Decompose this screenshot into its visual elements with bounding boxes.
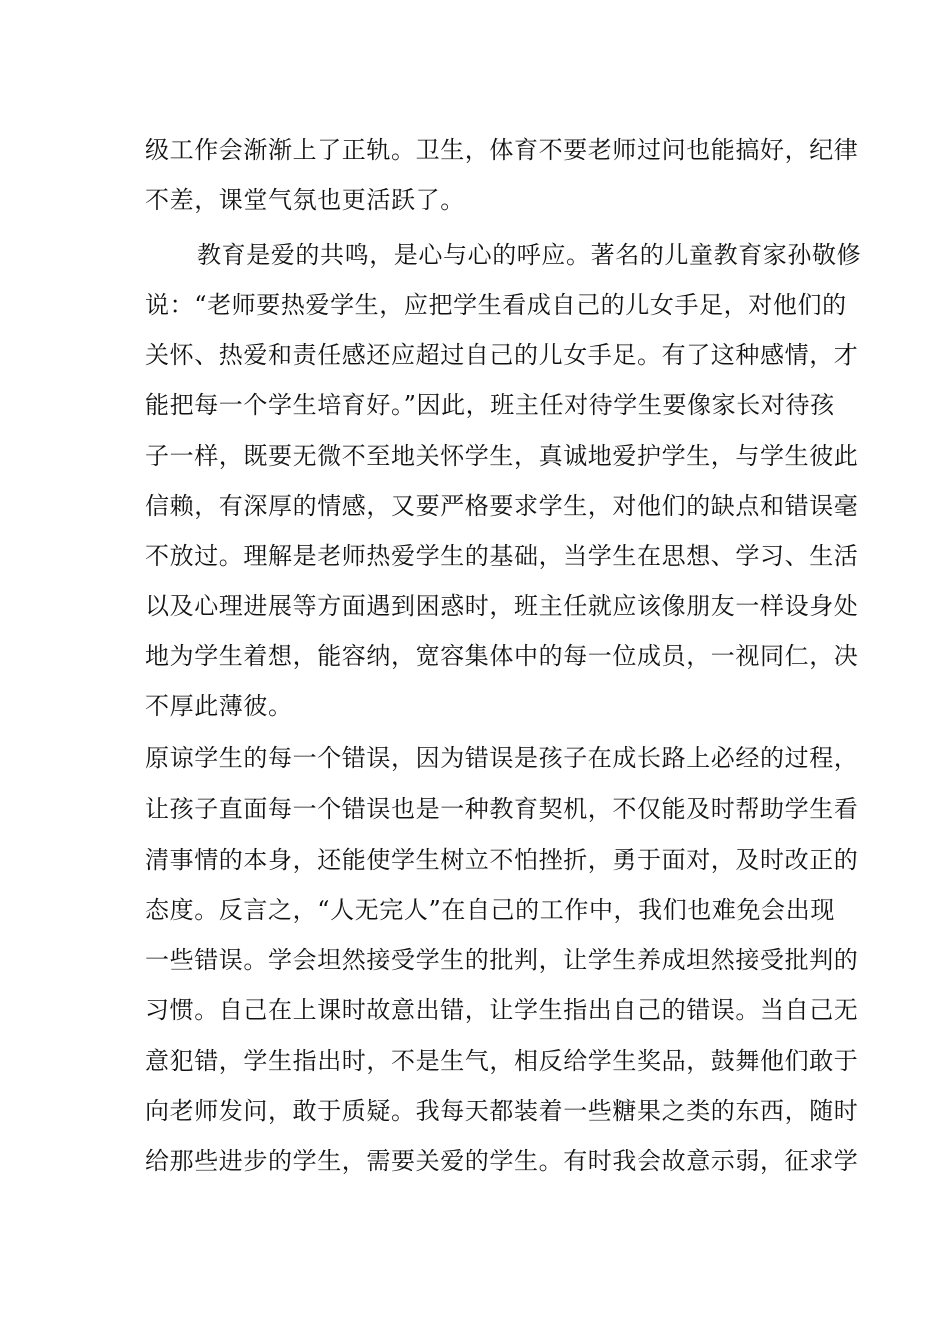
text-line: 向老师发问，敢于质疑。我每天都装着一些糖果之类的东西，随时 (145, 1097, 859, 1125)
text-line: 让孩子直面每一个错误也是一种教育契机，不仅能及时帮助学生看 (145, 795, 859, 823)
text-line: 子一样，既要无微不至地关怀学生，真诚地爱护学生，与学生彼此 (145, 442, 859, 470)
text-line: 态度。反言之，“人无完人”在自己的工作中，我们也难免会出现 (145, 896, 835, 924)
text-line: 给那些进步的学生，需要关爱的学生。有时我会故意示弱，征求学 (145, 1147, 859, 1175)
text-line: 级工作会渐渐上了正轨。卫生，体育不要老师过问也能搞好，纪律 (145, 136, 859, 164)
text-line: 信赖，有深厚的情感，又要严格要求学生，对他们的缺点和错误毫 (145, 492, 859, 520)
text-line: 一些错误。学会坦然接受学生的批判，让学生养成坦然接受批判的 (145, 946, 859, 974)
text-line: 意犯错，学生指出时，不是生气，相反给学生奖品，鼓舞他们敢于 (145, 1047, 859, 1075)
text-line: 习惯。自己在上课时故意出错，让学生指出自己的错误。当自己无 (145, 996, 859, 1024)
text-line: 能把每一个学生培育好。”因此，班主任对待学生要像家长对待孩 (145, 391, 835, 419)
text-line: 以及心理进展等方面遇到困惑时，班主任就应该像朋友一样设身处 (145, 592, 859, 620)
text-line: 不厚此薄彼。 (145, 692, 293, 720)
text-line: 说：“老师要热爱学生，应把学生看成自己的儿女手足，对他们的 (145, 291, 847, 319)
paragraph-first-line: 教育是爱的共鸣，是心与心的呼应。著名的儿童教育家孙敬修 (197, 241, 862, 269)
paragraph-first-line: 原谅学生的每一个错误，因为错误是孩子在成长路上必经的过程， (145, 744, 859, 772)
text-line: 不放过。理解是老师热爱学生的基础，当学生在思想、学习、生活 (145, 542, 859, 570)
text-line: 地为学生着想，能容纳，宽容集体中的每一位成员，一视同仁，决 (145, 642, 859, 670)
text-line: 关怀、热爱和责任感还应超过自己的儿女手足。有了这种感情，才 (145, 341, 859, 369)
text-line: 清事情的本身，还能使学生树立不怕挫折，勇于面对，及时改正的 (145, 846, 859, 874)
text-line: 不差，课堂气氛也更活跃了。 (145, 186, 465, 214)
